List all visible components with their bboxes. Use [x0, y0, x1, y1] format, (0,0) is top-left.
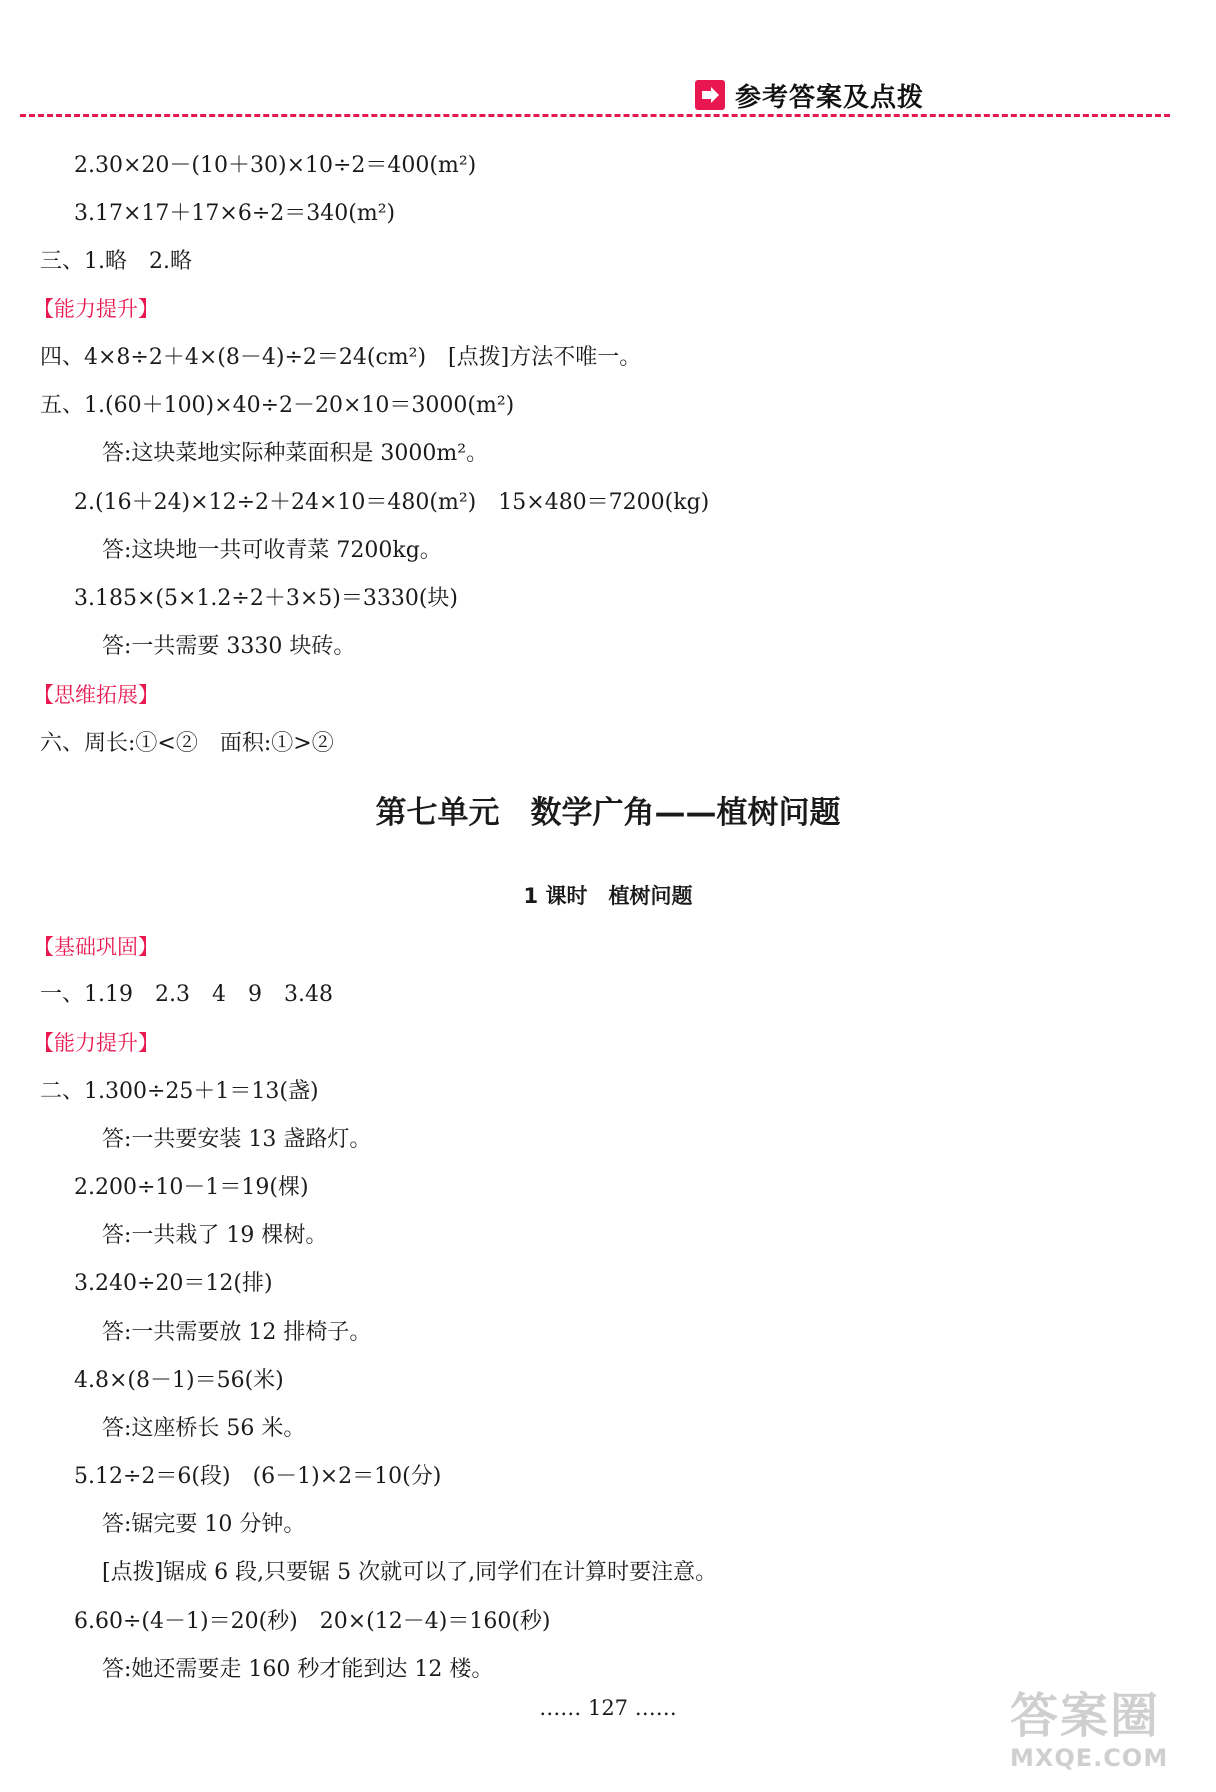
header-title: 参考答案及点拨 [735, 82, 925, 113]
section-tag: 【基础巩固】 [33, 935, 159, 959]
answer-line: 2.30×20－(10＋30)×10÷2＝400(m²) [74, 153, 477, 178]
answer-line: 答:一共栽了 19 棵树。 [102, 1223, 328, 1248]
watermark-logo [1010, 1688, 1200, 1788]
answer-line: 一、1.19 2.3 4 9 3.48 [40, 982, 333, 1007]
answer-line: 3.185×(5×1.2÷2＋3×5)＝3330(块) [74, 586, 459, 611]
header-divider [20, 114, 1170, 117]
answer-line: 5.12÷2＝6(段) (6－1)×2＝10(分) [74, 1464, 442, 1489]
answer-line: 二、1.300÷25＋1＝13(盏) [40, 1079, 319, 1104]
answer-line: 答:这块地一共可收青菜 7200kg。 [102, 538, 442, 563]
watermark-sub: MXQE.COM [1010, 1744, 1169, 1772]
answer-line: 4.8×(8－1)＝56(米) [74, 1368, 284, 1393]
section-tag: 【能力提升】 [33, 1031, 159, 1055]
section-tag: 【能力提升】 [33, 297, 159, 321]
answer-line: 六、周长:①<② 面积:①>② [40, 731, 334, 756]
answer-line: 2.(16＋24)×12÷2＋24×10＝480(m²) 15×480＝7200(kg) [74, 490, 710, 515]
answer-line: 四、4×8÷2＋4×(8－4)÷2＝24(cm²) [点拨]方法不唯一。 [40, 345, 642, 370]
answer-line: 2.200÷10－1＝19(棵) [74, 1175, 309, 1200]
answer-line: 答:这座桥长 56 米。 [102, 1416, 306, 1441]
answer-line: 答:锯完要 10 分钟。 [102, 1512, 306, 1537]
answer-line: 五、1.(60＋100)×40÷2－20×10＝3000(m²) [40, 393, 515, 418]
answer-line: 答:这块菜地实际种菜面积是 3000m²。 [102, 441, 489, 466]
section-tag: 【思维拓展】 [33, 683, 159, 707]
answer-line: 6.60÷(4－1)＝20(秒) 20×(12－4)＝160(秒) [74, 1609, 551, 1634]
header-title-group [695, 78, 924, 112]
answer-line: 答:一共要安装 13 盏路灯。 [102, 1127, 372, 1152]
arrow-right-icon [695, 80, 725, 110]
answer-line: 答:她还需要走 160 秒才能到达 12 楼。 [102, 1657, 494, 1682]
answer-line: 答:一共需要 3330 块砖。 [102, 634, 356, 659]
page-number: …… 127 …… [539, 1696, 677, 1720]
lesson-title: 1 课时 植树问题 [523, 884, 693, 908]
answer-line: 3.240÷20＝12(排) [74, 1271, 273, 1296]
answer-line: 答:一共需要放 12 排椅子。 [102, 1320, 372, 1345]
answer-line: [点拨]锯成 6 段,只要锯 5 次就可以了,同学们在计算时要注意。 [102, 1560, 718, 1585]
watermark-main: 答案圈 [1010, 1688, 1161, 1744]
unit-title: 第七单元 数学广角——植树问题 [375, 795, 841, 831]
answer-line: 3.17×17＋17×6÷2＝340(m²) [74, 201, 396, 226]
answer-line: 三、1.略 2.略 [40, 249, 192, 274]
